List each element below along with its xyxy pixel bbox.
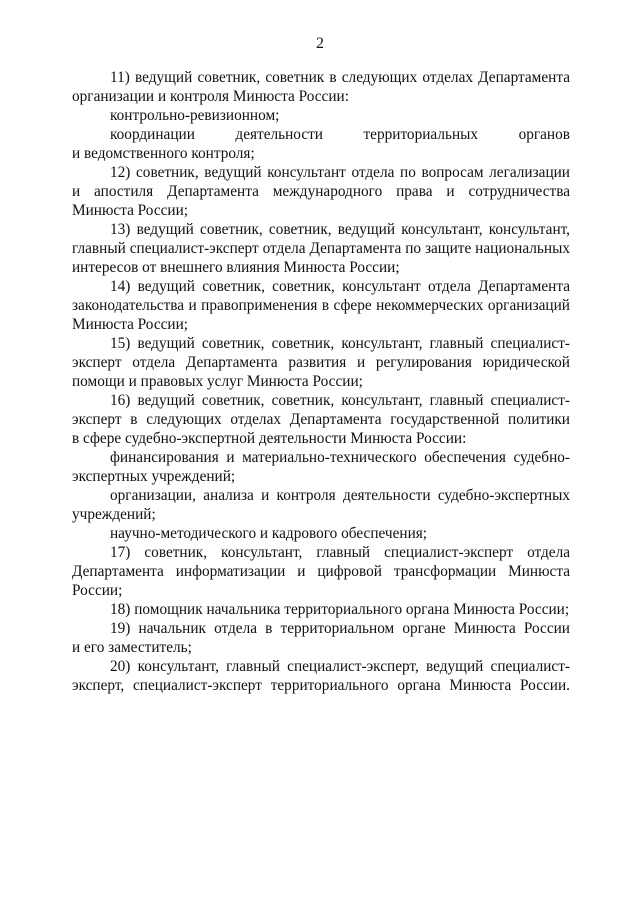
text-line: экспертных учреждений; <box>72 468 236 485</box>
text-line: финансирования и материально-технического обеспечения судебно- <box>110 449 570 466</box>
text-line: интересов от внешнего влияния Минюста России; <box>72 259 400 276</box>
text-line: контрольно-ревизионном; <box>110 107 280 124</box>
text-line: учреждений; <box>72 506 156 523</box>
text-line: в сфере судебно-экспертной деятельности Минюста России: <box>72 430 467 447</box>
text-line: 18) помощник начальника территориального органа Минюста России; <box>110 601 570 618</box>
text-line: и апостиля Департамента международного права и сотрудничества <box>72 183 570 200</box>
text-line: помощи и правовых услуг Минюста России; <box>72 373 363 390</box>
text-line: и его заместитель; <box>72 639 192 656</box>
text-line: Минюста России; <box>72 316 189 333</box>
page-number: 2 <box>316 35 324 52</box>
text-line: 12) советник, ведущий консультант отдела по вопросам легализации <box>110 164 570 181</box>
text-line: 16) ведущий советник, советник, консультант, главный специалист- <box>110 392 570 409</box>
text-line: России; <box>72 582 123 599</box>
text-line: Минюста России; <box>72 202 189 219</box>
text-line: организации и контроля Минюста России: <box>72 88 349 105</box>
text-line: и ведомственного контроля; <box>72 145 255 162</box>
text-line: 13) ведущий советник, советник, ведущий консультант, консультант, <box>110 221 570 238</box>
text-line: эксперт, специалист-эксперт территориального органа Минюста России. <box>72 677 570 694</box>
text-line: эксперт отдела Департамента развития и регулирования юридической <box>72 354 570 371</box>
text-line: 19) начальник отдела в территориальном органе Минюста России <box>110 620 570 637</box>
text-line: научно-методического и кадрового обеспечения; <box>110 525 428 542</box>
text-line: 17) советник, консультант, главный специалист-эксперт отдела <box>110 544 570 561</box>
text-line: главный специалист-эксперт отдела Департамента по защите национальных <box>72 240 570 257</box>
text-line: координации деятельности территориальных органов <box>110 126 570 143</box>
document-body <box>72 68 570 695</box>
text-line: организации, анализа и контроля деятельности судебно-экспертных <box>110 487 570 504</box>
text-line: эксперт в следующих отделах Департамента государственной политики <box>72 411 570 428</box>
text-line: 14) ведущий советник, советник, консультант отдела Департамента <box>110 278 570 295</box>
text-line: Департамента информатизации и цифровой трансформации Минюста <box>72 563 570 580</box>
text-line: 20) консультант, главный специалист-эксперт, ведущий специалист- <box>110 658 570 675</box>
text-line: 15) ведущий советник, советник, консультант, главный специалист- <box>110 335 570 352</box>
text-line: законодательства и правоприменения в сфере некоммерческих организаций <box>72 297 570 314</box>
text-line: 11) ведущий советник, советник в следующих отделах Департамента <box>110 69 570 86</box>
